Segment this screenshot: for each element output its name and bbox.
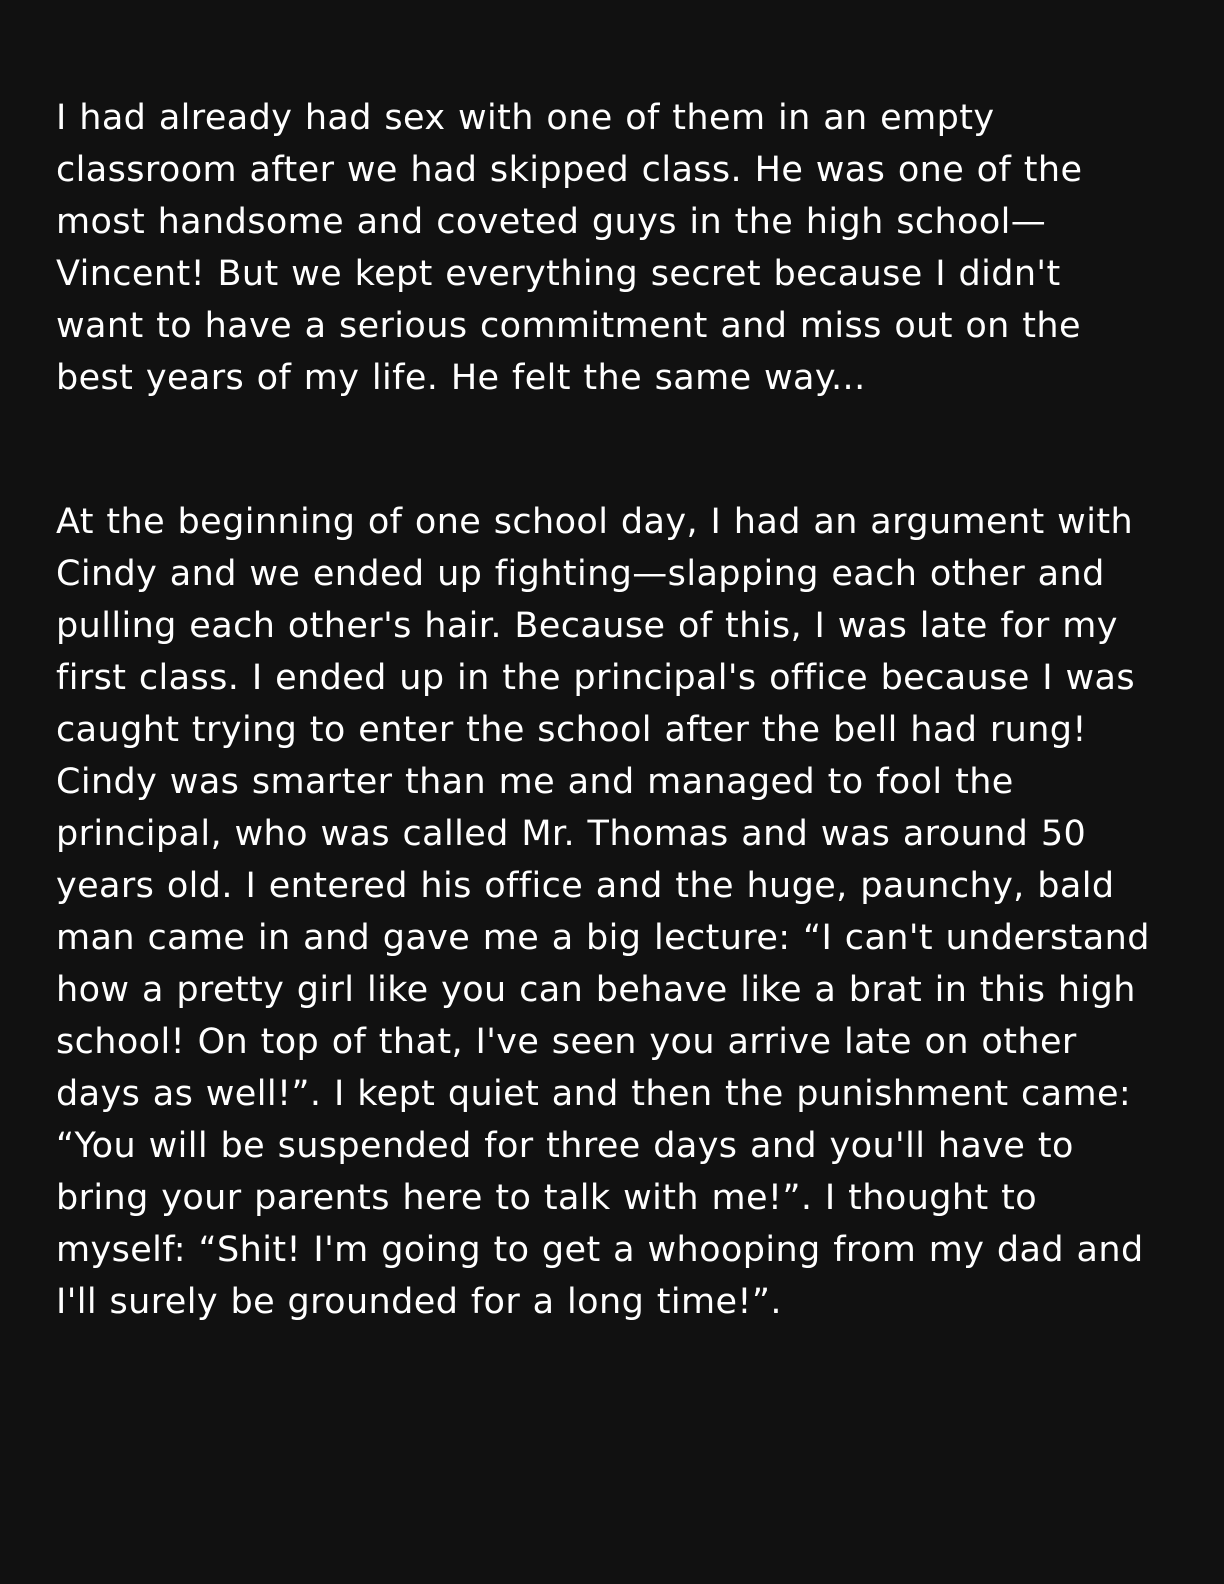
story-paragraph-1: I had already had sex with one of them in an empty classroom after we had skipped class. He was one of the most handsome and coveted guys in the high school—Vincent! But we kept everything secret because I didn't want to have a serious commitment and miss out on the best years of my life. He felt the same way...	[56, 98, 1095, 398]
story-body	[56, 92, 1163, 1328]
story-paragraph-2: At the beginning of one school day, I had an argument with Cindy and we ended up fighting—slapping each other and pulling each other's hair. Because of this, I was late for my first class. I ended up in the principal's office because I was caught trying to enter the school after the bell had rung! Cindy was smarter than me and managed to fool the principal, who was called Mr. Thomas and was around 50 years old. I entered his office and the huge, paunchy, bald man came in and gave me a big lecture: “I can't understand how a pretty girl like you can behave like a brat in this high school! On top of that, I've seen you arrive late on other days as well!”. I kept quiet and then the punishment came: “You will be suspended for three days and you'll have to bring your parents here to talk with me!”. I thought to myself: “Shit! I'm going to get a whooping from my dad and I'll surely be grounded for a long time!”.	[56, 502, 1163, 1322]
